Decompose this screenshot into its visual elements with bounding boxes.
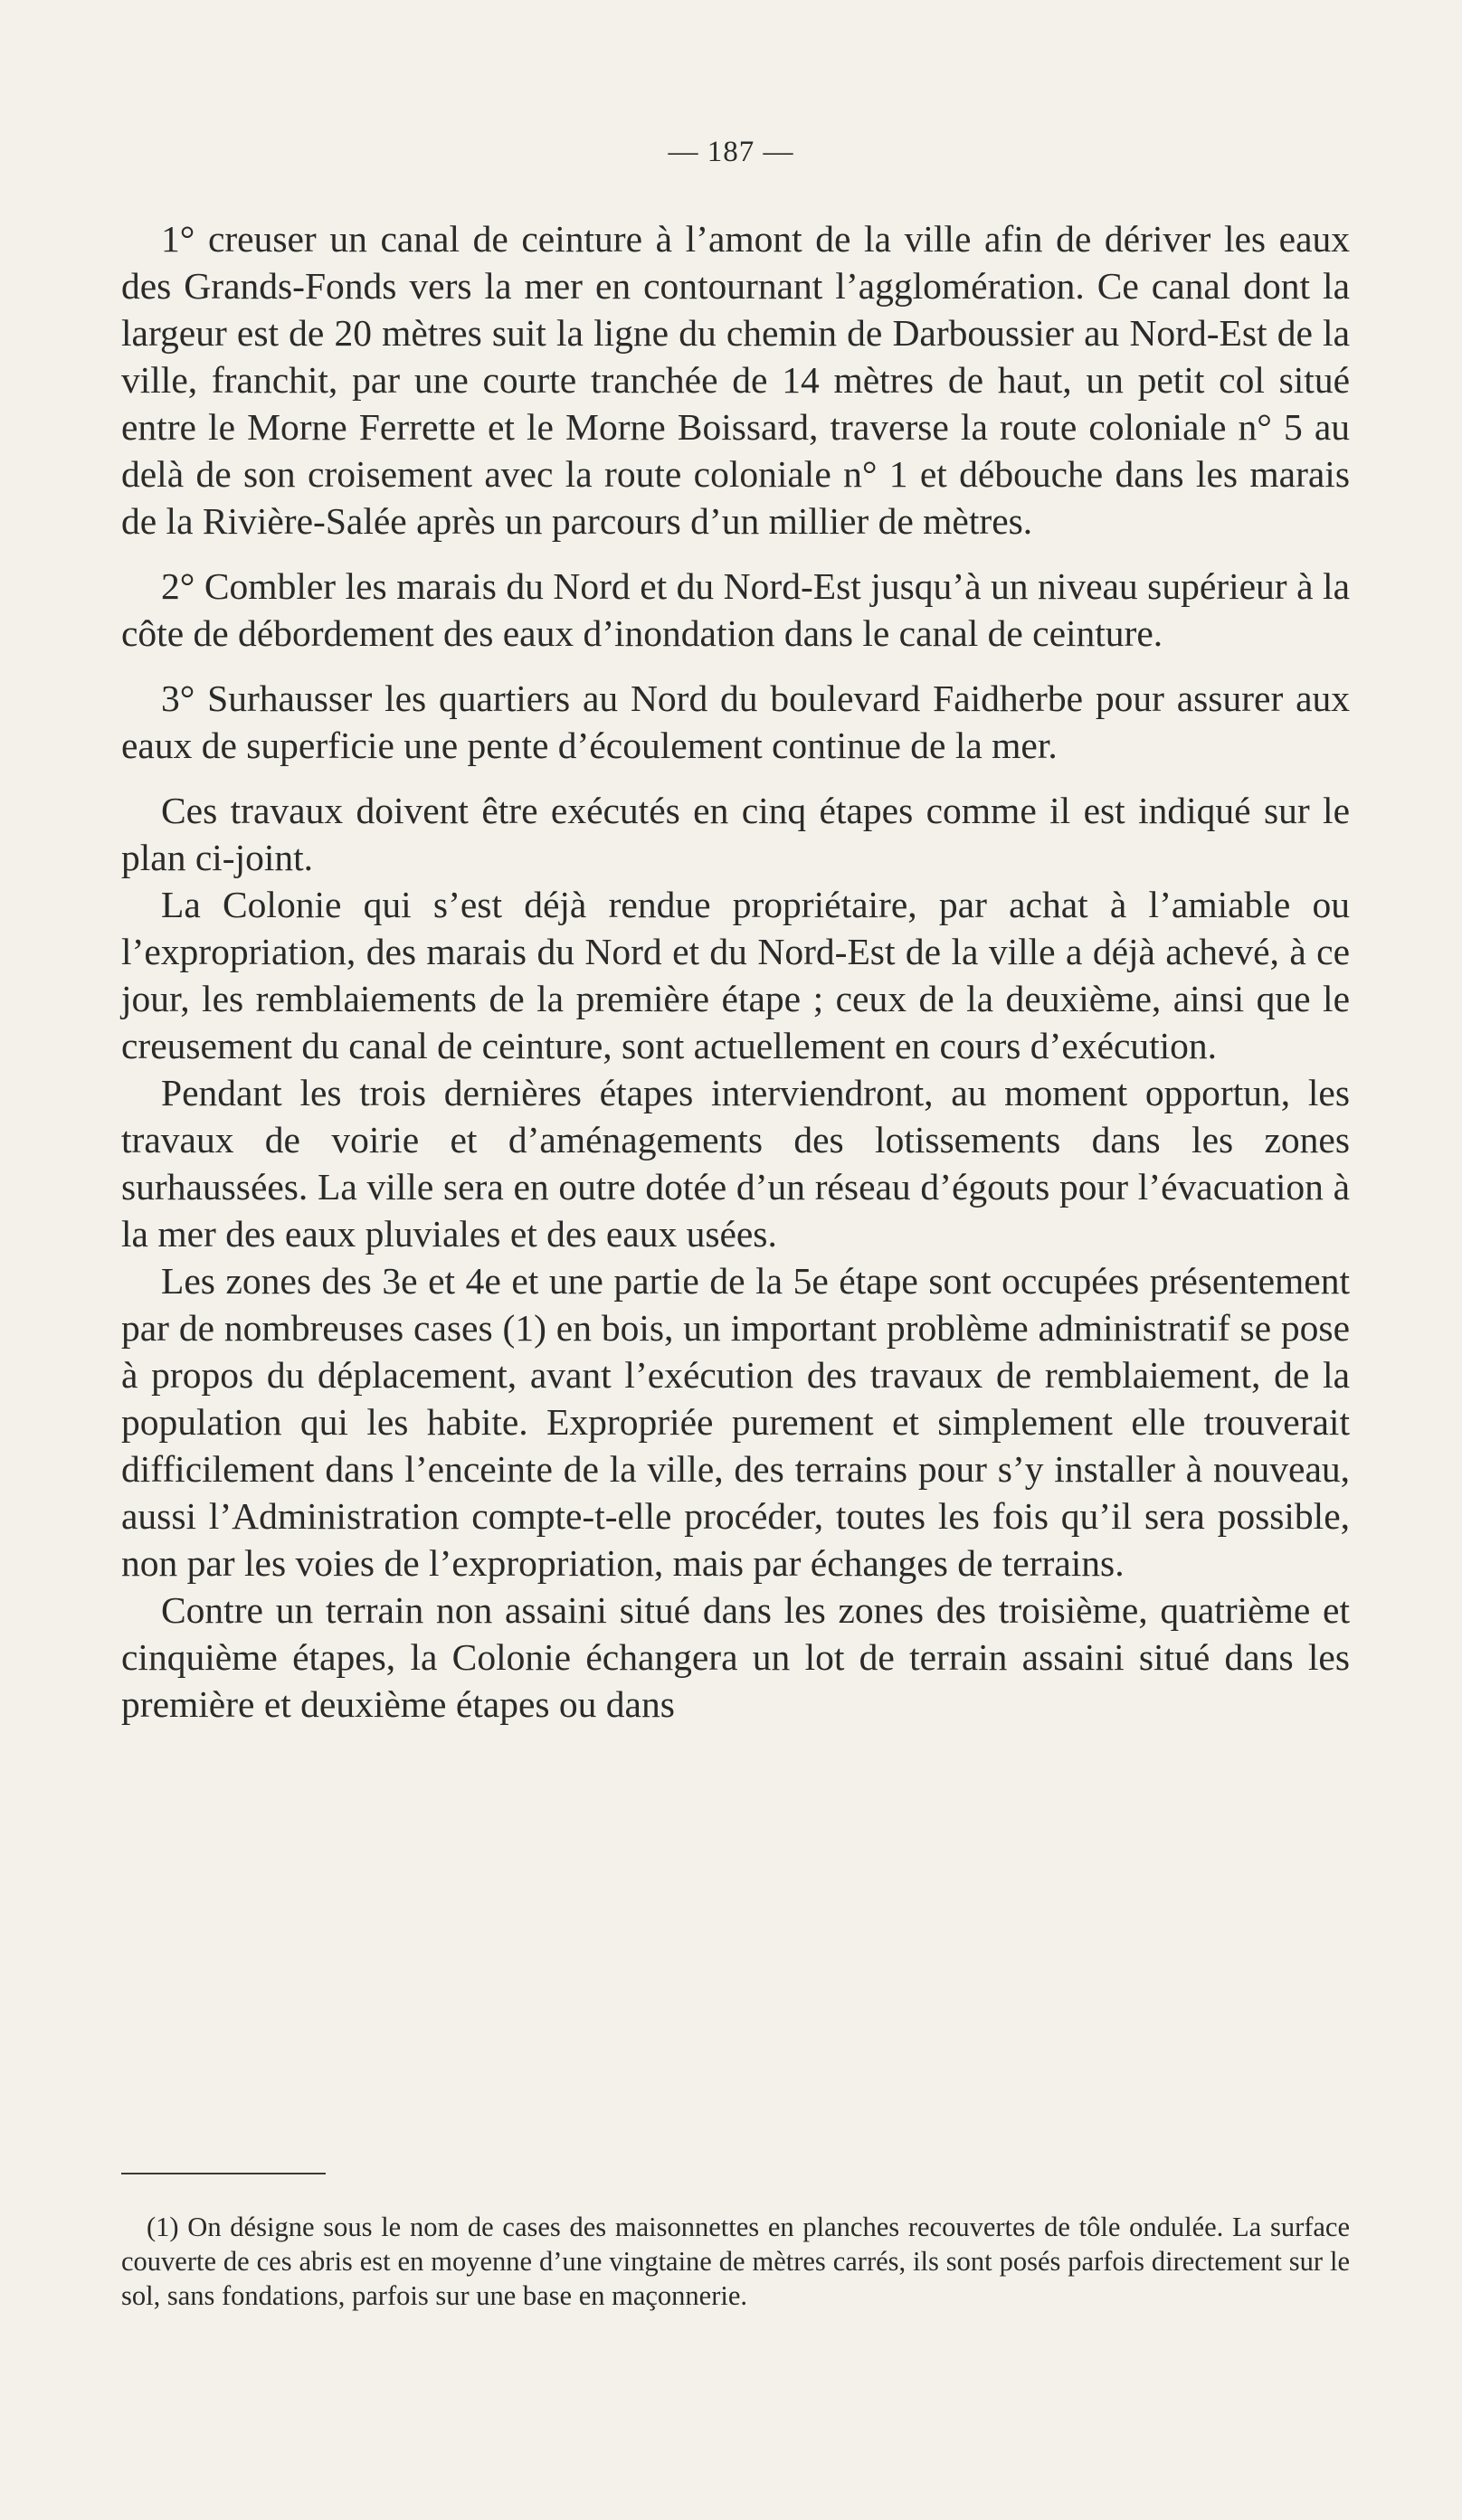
body-text bbox=[121, 215, 1350, 1728]
page-number: — 187 — bbox=[668, 136, 794, 168]
paragraph-3: 3° Surhausser les quartiers au Nord du boulevard Faidherbe pour assurer aux eaux de superficie une pente d’écoulement continue de la mer. bbox=[121, 677, 1350, 766]
paragraph-8: Contre un terrain non assaini situé dans les zones des troisième, quatrième et cinquième étapes, la Colonie échangera un lot de terrain assaini situé dans les première et deuxième étapes ou dans bbox=[121, 1589, 1350, 1725]
paragraph-2: 2° Combler les marais du Nord et du Nord-Est jusqu’à un niveau supérieur à la côte de débordement des eaux d’inondation dans le canal de ceinture. bbox=[121, 565, 1350, 654]
footnote-divider bbox=[121, 2173, 326, 2174]
footnote: (1) On désigne sous le nom de cases des maisonnettes en planches recouvertes de tôle ondulée. La surface couverte de ces abris est en moyenne d’une vingtaine de mètres carrés, ils sont posés parfois directement sur le sol, sans fondations, parfois sur une base en maçonnerie. bbox=[121, 2212, 1350, 2311]
paragraph-1: 1° creuser un canal de ceinture à l’amont de la ville afin de dériver les eaux des Grands-Fonds vers la mer en contournant l’agglomération. Ce canal dont la largeur est de 20 mètres suit la ligne du chemin de Darboussier au Nord-Est de la ville, franchit, par une courte tranchée de 14 mètres de haut, un petit col situé entre le Morne Ferrette et le Morne Boissard, traverse la route coloniale n° 5 au delà de son croisement avec la route coloniale n° 1 et débouche dans les marais de la Rivière-Salée après un parcours d’un millier de mètres. bbox=[121, 218, 1350, 542]
paragraph-4: Ces travaux doivent être exécutés en cinq étapes comme il est indiqué sur le plan ci-joint. bbox=[121, 790, 1350, 878]
paragraph-6: Pendant les trois dernières étapes interviendront, au moment opportun, les travaux de voirie et d’aménagements des lotissements dans les zones surhaussées. La ville sera en outre dotée d’un réseau d’égouts pour l’évacuation à la mer des eaux pluviales et des eaux usées. bbox=[121, 1072, 1350, 1255]
paragraph-5: La Colonie qui s’est déjà rendue propriétaire, par achat à l’amiable ou l’expropriation, des marais du Nord et du Nord-Est de la ville a déjà achevé, à ce jour, les remblaiements de la première étape ; ceux de la deuxième, ainsi que le creusement du canal de ceinture, sont actuellement en cours d’exécution. bbox=[121, 884, 1350, 1066]
paragraph-7: Les zones des 3e et 4e et une partie de la 5e étape sont occupées présentement par de nombreuses cases (1) en bois, un important problème administratif se pose à propos du déplacement, avant l’exécution des travaux de remblaiement, de la population qui les habite. Expropriée purement et simplement elle trouverait difficilement dans l’enceinte de la ville, des terrains pour s’y installer à nouveau, aussi l’Administration compte-t-elle procéder, toutes les fois qu’il sera possible, non par les voies de l’expropriation, mais par échanges de terrains. bbox=[121, 1260, 1350, 1584]
